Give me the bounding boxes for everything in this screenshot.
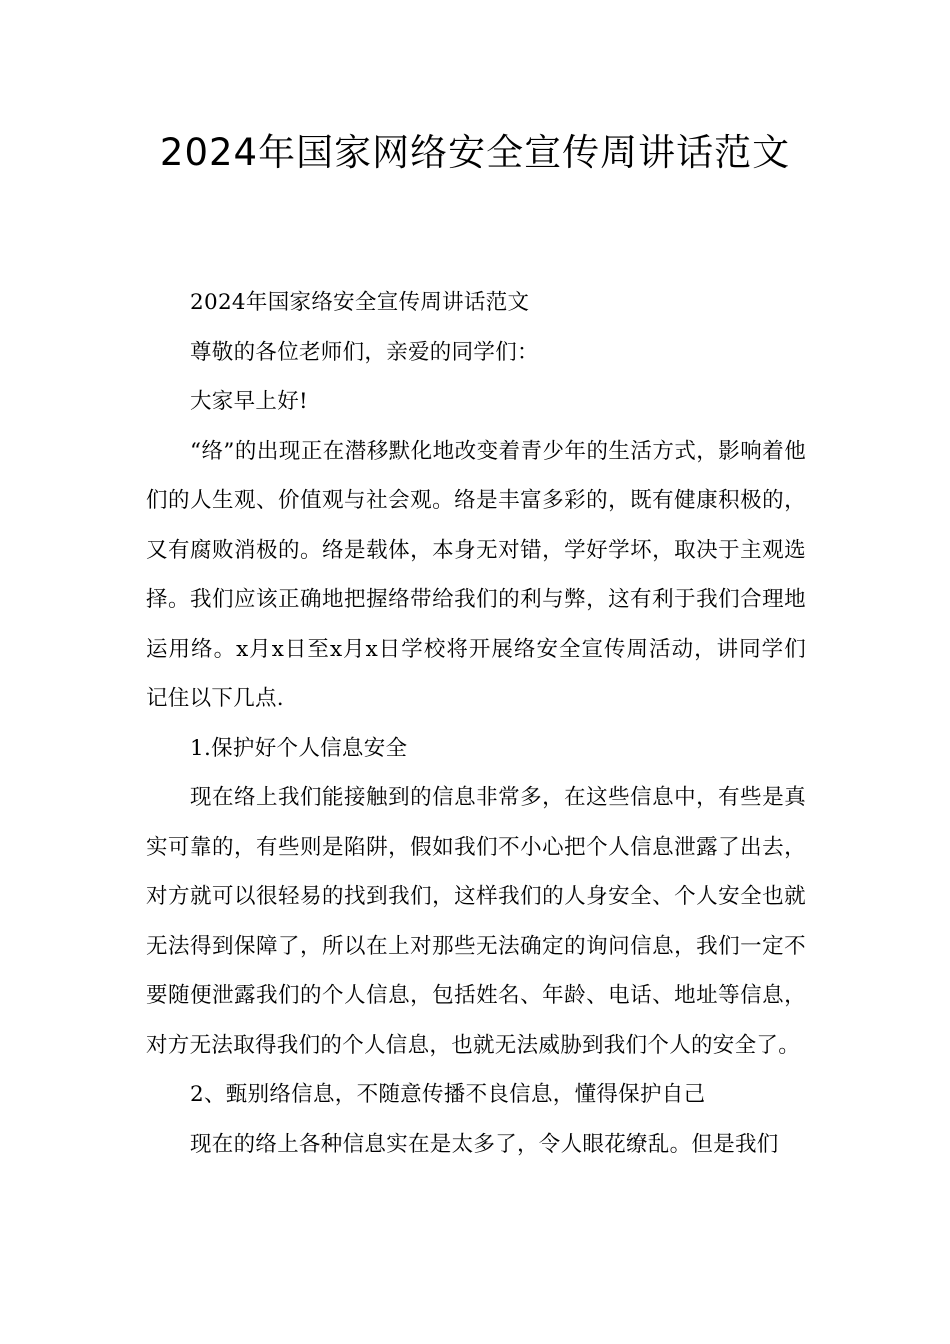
document-body — [146, 278, 806, 1169]
section-heading-1: 1.保护好个人信息安全 — [190, 735, 408, 761]
paragraph-intro: “络”的出现正在潜移默化地改变着青少年的生活方式，影响着他们的人生观、价值观与社会观。络是丰富多彩的，既有健康积极的，又有腐败消极的。络是载体，本身无对错，学好学坏，取决于主观选择。我们应该正确地把握络带给我们的利与弊，这有利于我们合理地运用络。x月x日至x月x日学校将开展络安全宣传周活动，讲同学们记住以下几点. — [146, 438, 806, 711]
paragraph-salutation: 尊敬的各位老师们，亲爱的同学们： — [190, 339, 539, 365]
section-heading-2: 2、甄别络信息，不随意传播不良信息，懂得保护自己 — [190, 1082, 706, 1107]
document-title: 2024年国家网络安全宣传周讲话范文 — [159, 131, 791, 174]
paragraph-section-1: 现在络上我们能接触到的信息非常多，在这些信息中，有些是真实可靠的，有些则是陷阱，假如我们不小心把个人信息泄露了出去，对方就可以很轻易的找到我们，这样我们的人身安全、个人安全也就无法得到保障了，所以在上对那些无法确定的询问信息，我们一定不要随便泄露我们的个人信息，包括姓名、年龄、电话、地址等信息，对方无法取得我们的个人信息，也就无法威胁到我们个人的安全了。 — [146, 785, 806, 1058]
paragraph-section-2: 现在的络上各种信息实在是太多了，令人眼花缭乱。但是我们 — [190, 1131, 779, 1157]
paragraph-greeting: 大家早上好! — [190, 389, 308, 414]
paragraph-subtitle: 2024年国家络安全宣传周讲话范文 — [190, 290, 530, 315]
